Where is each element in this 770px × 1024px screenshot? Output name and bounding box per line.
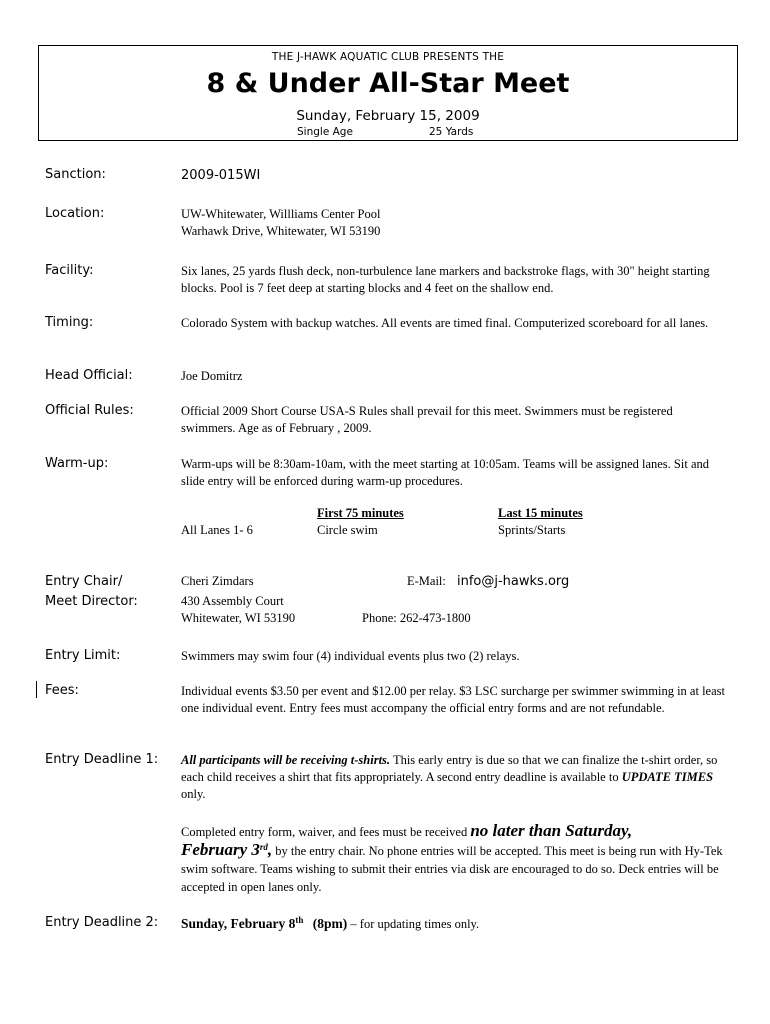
address-line2: Whitewater, WI 53190	[181, 611, 296, 625]
facility-label: Facility:	[45, 263, 94, 278]
update-times-text: UPDATE TIMES	[621, 770, 714, 784]
presents-line: THE J-HAWK AQUATIC CLUB PRESENTS THE	[271, 51, 505, 63]
warmup-lanes: All Lanes 1- 6	[181, 523, 253, 537]
warmup-col1-value: Circle swim	[317, 523, 378, 537]
official-rules-text: Official 2009 Short Course USA-S Rules shall prevail for this meet. Swimmers must be registered swimmers. Age as of February , 2009.	[181, 404, 673, 435]
deadline1-p2-rest: by the entry chair. No phone entries will be accepted. This meet is being run with Hy-Tek swim software. Teams wishing to submit their entries via disk are encouraged to do so. Deck entries will be accepted in open lanes only.	[181, 844, 723, 894]
sanction-label: Sanction:	[45, 167, 106, 182]
entry-limit-label: Entry Limit:	[45, 648, 121, 663]
deadline2-rest: – for updating times only.	[347, 917, 480, 931]
head-official-label: Head Official:	[45, 368, 133, 383]
location-line2: Warhawk Drive, Whitewater, WI 53190	[181, 224, 381, 238]
timing-label: Timing:	[45, 315, 94, 330]
warmup-col1-heading: First 75 minutes	[317, 506, 404, 520]
age-format: Single Age	[297, 126, 353, 138]
meet-title: 8 & Under All-Star Meet	[206, 68, 570, 99]
entry-deadline2-label: Entry Deadline 2:	[45, 915, 159, 930]
deadline1-p2-start: Completed entry form, waiver, and fees must be received	[181, 825, 471, 839]
deadline1-date-part1: no later than Saturday,	[470, 821, 633, 840]
warmup-col2-heading: Last 15 minutes	[498, 506, 583, 520]
official-rules-label: Official Rules:	[45, 403, 134, 418]
deadline2-time: (8pm)	[312, 916, 348, 931]
email-label: E-Mail:	[407, 574, 446, 588]
fees-label: Fees:	[45, 683, 79, 698]
tshirt-notice: All participants will be receiving t-shirts.	[181, 753, 391, 767]
text-cursor	[36, 681, 37, 698]
entry-limit-text: Swimmers may swim four (4) individual events plus two (2) relays.	[181, 649, 520, 663]
head-official-value: Joe Domitrz	[181, 369, 243, 383]
fees-text: Individual events $3.50 per event and $12.00 per relay. $3 LSC surcharge per swimmer swimming in at least one individual event. Entry fees must accompany the official entry forms and are not refundable.	[181, 684, 725, 715]
meet-date: Sunday, February 15, 2009	[296, 108, 480, 124]
deadline1-paragraph1	[181, 752, 726, 803]
location-label: Location:	[45, 206, 105, 221]
meet-header-box	[38, 45, 738, 141]
deadline1-date-suffix: rd	[259, 841, 268, 852]
deadline1-p1-text: This early entry is due so that we can finalize the t-shirt order, so each child receives a shirt that fits appropriately. A second entry deadline is available to	[181, 753, 718, 784]
deadline2-date-suffix: th	[295, 914, 304, 925]
address-line1: 430 Assembly Court	[181, 594, 284, 608]
facility-text: Six lanes, 25 yards flush deck, non-turbulence lane markers and backstroke flags, with 30" height starting blocks. Pool is 7 feet deep at starting blocks and 4 feet on the shallow end.	[181, 264, 710, 295]
entry-chair-label: Entry Chair/	[45, 574, 123, 589]
warmup-text: Warm-ups will be 8:30am-10am, with the meet starting at 10:05am. Teams will be assigned lanes. Sit and slide entry will be enforced during warm-up procedures.	[181, 457, 709, 488]
deadline1-p1-end: only.	[181, 787, 206, 801]
phone-number: Phone: 262-473-1800	[362, 611, 471, 625]
timing-text: Colorado System with backup watches. All events are timed final. Computerized scoreboard for all lanes.	[181, 316, 709, 330]
meet-director-label: Meet Director:	[45, 594, 138, 609]
warmup-label: Warm-up:	[45, 456, 109, 471]
location-line1: UW-Whitewater, Willliams Center Pool	[181, 207, 381, 221]
deadline2-text	[181, 915, 726, 933]
deadline1-paragraph2	[181, 822, 726, 896]
deadline1-date-part2: February 3	[181, 840, 260, 859]
entry-chair-name: Cheri Zimdars	[181, 574, 254, 588]
warmup-col2-value: Sprints/Starts	[498, 523, 566, 537]
entry-deadline1-label: Entry Deadline 1:	[45, 752, 159, 767]
deadline2-date: Sunday, February 8	[181, 916, 296, 931]
sanction-value: 2009-015WI	[181, 168, 261, 183]
email-link[interactable]: info@j-hawks.org	[457, 574, 570, 589]
course-length: 25 Yards	[429, 126, 474, 138]
location-value	[181, 206, 726, 240]
deadline1-date-comma: ,	[267, 840, 273, 859]
